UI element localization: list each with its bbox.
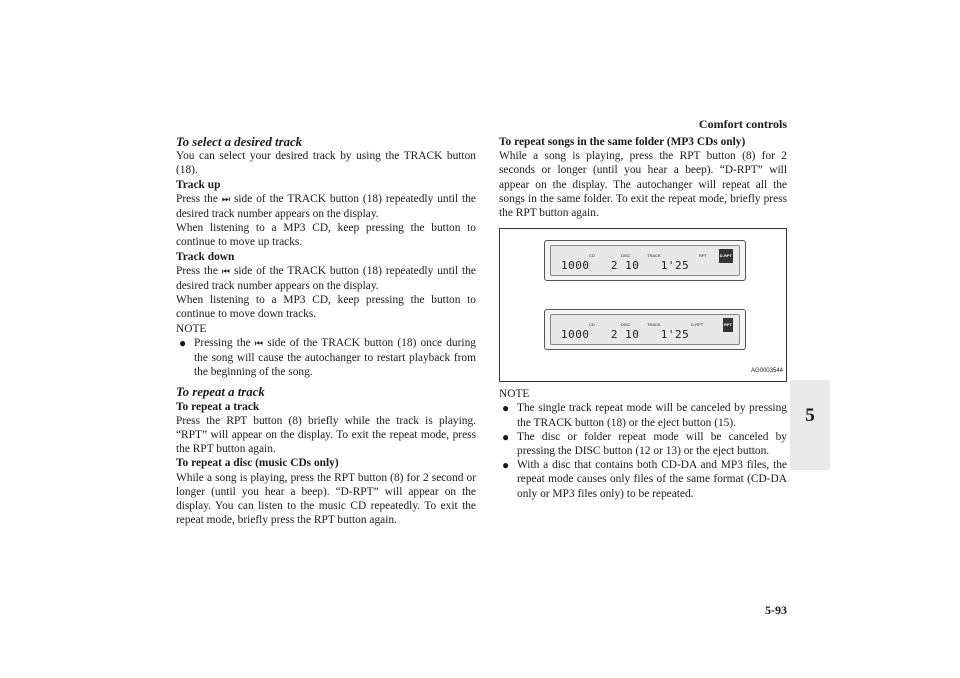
track-down-text bbox=[176, 264, 476, 293]
page-number: 5-93 bbox=[765, 603, 787, 617]
lcd-mode-indicator: D-RPT bbox=[719, 249, 733, 263]
lcd-readout: 1000 2 10 1'25 bbox=[561, 328, 690, 342]
track-forward-icon: ⏭ bbox=[221, 194, 230, 205]
bullet-dot-icon: ● bbox=[502, 458, 510, 473]
track-down-text-a: Press the bbox=[176, 264, 218, 277]
note-right-text: The disc or folder repeat mode will be canceled by pressing the DISC button (12 or 13) or the eject button. bbox=[517, 430, 787, 458]
note-bullet-right bbox=[499, 458, 787, 501]
note-bullet-right bbox=[499, 401, 787, 429]
lcd-label: DISC bbox=[621, 253, 631, 259]
lcd-label: CD bbox=[589, 322, 595, 328]
repeat-disc-heading: To repeat a disc (music CDs only) bbox=[176, 457, 339, 470]
repeat-folder-heading: To repeat songs in the same folder (MP3 CDs only) bbox=[499, 136, 746, 148]
note-bullet-right bbox=[499, 430, 787, 458]
repeat-folder-text: While a song is playing, press the RPT button (8) for 2 seconds or longer (until you hear a beep). “D-RPT” will appear on the display. The autochanger will repeat all the songs in the same folder. To exit the repeat mode, briefly press the RPT button again. bbox=[499, 150, 787, 220]
left-column bbox=[176, 135, 476, 527]
note-left-text-a: Pressing the bbox=[194, 336, 251, 349]
lcd-label: CD bbox=[589, 253, 595, 259]
repeat-track-subheading: To repeat a track bbox=[176, 400, 260, 413]
lcd-label: TRACK bbox=[647, 253, 661, 259]
lcd-label: TRACK bbox=[647, 322, 661, 328]
lcd-display-bottom bbox=[544, 309, 746, 350]
select-intro-text: You can select your desired track by using the TRACK button (18). bbox=[176, 150, 476, 177]
repeat-disc-text: While a song is playing, press the RPT button (8) for 2 second or longer (until you hear a beep). “D-RPT” will appear on the display. You can listen to the music CD repeatedly. To exit the repeat mode, briefly press the RPT button again. bbox=[176, 471, 476, 527]
track-up-text-a: Press the bbox=[176, 192, 218, 205]
track-up-text-b: side of the TRACK button (18) repeatedly until the desired track number appears on the display. bbox=[176, 192, 476, 221]
repeat-track-text: Press the RPT button (8) briefly while the track is playing. “RPT” will appear on the display. To exit the repeat mode, press the RPT button again. bbox=[176, 414, 476, 456]
note-left-text-b: side of the TRACK button (18) once during the song will cause the autochanger to restart playback from the beginning of the song. bbox=[194, 336, 476, 379]
section-tab-number: 5 bbox=[805, 405, 815, 426]
page-header-title: Comfort controls bbox=[698, 117, 787, 131]
bullet-dot-icon: ● bbox=[502, 429, 510, 444]
track-down-mp3-text: When listening to a MP3 CD, keep pressing the button to continue to move down tracks. bbox=[176, 294, 476, 321]
right-column bbox=[499, 135, 787, 501]
note-heading-left: NOTE bbox=[176, 322, 207, 335]
track-back-icon: ⏮ bbox=[254, 338, 264, 349]
note-bullet-left bbox=[176, 336, 476, 380]
bullet-dot-icon: ● bbox=[502, 401, 510, 416]
note-right-text: The single track repeat mode will be canceled by pressing the TRACK button (18) or the eject button (15). bbox=[517, 402, 787, 429]
heading-repeat-track: To repeat a track bbox=[176, 385, 265, 400]
lcd-label: RPT bbox=[699, 253, 707, 259]
section-tab bbox=[790, 380, 830, 470]
display-illustration bbox=[499, 228, 787, 382]
lcd-label: D-RPT bbox=[691, 322, 704, 328]
lcd-readout: 1000 2 10 1'25 bbox=[561, 259, 690, 273]
note-heading-right: NOTE bbox=[499, 388, 530, 401]
track-up-text bbox=[176, 192, 476, 221]
track-down-heading: Track down bbox=[176, 250, 235, 263]
note-right-text: With a disc that contains both CD-DA and MP3 files, the repeat mode causes only files of the same format (CD-DA only or MP3 files only) to be repeated. bbox=[517, 459, 787, 500]
lcd-mode-indicator: RPT bbox=[723, 318, 733, 332]
bullet-dot-icon: ● bbox=[179, 335, 187, 350]
lcd-label: DISC bbox=[621, 322, 631, 328]
track-back-icon: ⏮ bbox=[221, 266, 230, 277]
figure-id: AG0003544 bbox=[750, 368, 783, 375]
track-down-text-b: side of the TRACK button (18) repeatedly until the desired track number appears on the display. bbox=[176, 264, 476, 293]
track-up-heading: Track up bbox=[176, 178, 221, 191]
track-up-mp3-text: When listening to a MP3 CD, keep pressing the button to continue to move up tracks. bbox=[176, 222, 476, 249]
heading-select-track: To select a desired track bbox=[176, 135, 303, 149]
lcd-display-top bbox=[544, 240, 746, 281]
